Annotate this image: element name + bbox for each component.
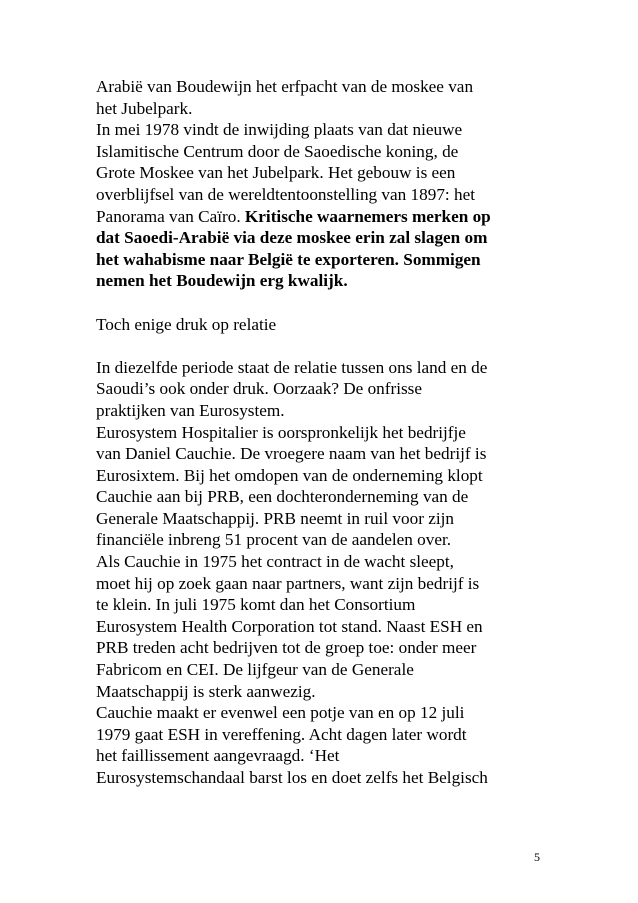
text-line: te klein. In juli 1975 komt dan het Consortium <box>96 595 416 615</box>
text-line <box>96 270 546 292</box>
text-line: Maatschappij is sterk aanwezig. <box>96 681 316 701</box>
text-line: Cauchie aan bij PRB, een dochteronderneming van de <box>96 487 469 507</box>
text-run: Arabië van Boudewijn het erfpacht van de moskee van <box>96 77 474 96</box>
text-line: Fabricom en CEI. De lijfgeur van de Generale <box>96 660 414 680</box>
text-line: In diezelfde periode staat de relatie tussen ons land en de <box>96 357 488 377</box>
paragraph-mosque <box>96 76 546 292</box>
bold-text-run: het wahabisme naar België te exporteren. Sommigen <box>96 249 481 269</box>
text-line: praktijken van Eurosystem. <box>96 400 285 420</box>
text-line: moet hij op zoek gaan naar partners, want zijn bedrijf is <box>96 573 480 593</box>
text-line: Saoudi’s ook onder druk. Oorzaak? De onfrisse <box>96 379 422 399</box>
text-run: Grote Moskee van het Jubelpark. Het gebouw is een <box>96 163 456 183</box>
text-line: Eurosixtem. Bij het omdopen van de onderneming klopt <box>96 465 483 485</box>
bold-text-run: dat Saoedi-Arabië via deze moskee erin zal slagen om <box>96 228 488 248</box>
text-run: Panorama van Caïro. <box>96 206 245 226</box>
text-run: In mei 1978 vindt de inwijding plaats van dat nieuwe <box>96 120 463 140</box>
text-line <box>96 141 546 163</box>
text-run: het Jubelpark. <box>96 98 193 118</box>
paragraph-spacer <box>96 335 546 357</box>
text-line: Eurosystem Health Corporation tot stand. Naast ESH en <box>96 616 483 636</box>
paragraph-spacer <box>96 292 546 314</box>
text-line <box>96 119 546 141</box>
text-line <box>96 76 546 98</box>
text-line: 1979 gaat ESH in vereffening. Acht dagen later wordt <box>96 724 467 744</box>
section-heading: Toch enige druk op relatie <box>96 314 277 334</box>
text-line: Generale Maatschappij. PRB neemt in ruil voor zijn <box>96 508 454 528</box>
text-line <box>96 206 546 228</box>
text-run: Islamitische Centrum door de Saoedische koning, de <box>96 141 459 161</box>
text-line <box>96 98 546 120</box>
text-line: Eurosystem Hospitalier is oorspronkelijk het bedrijfje <box>96 422 466 442</box>
paragraph-eurosystem <box>96 357 546 789</box>
bold-text-run: Kritische waarnemers merken op <box>244 206 491 226</box>
text-line: van Daniel Cauchie. De vroegere naam van het bedrijf is <box>96 444 487 464</box>
text-line: Eurosystemschandaal barst los en doet zelfs het Belgisch <box>96 768 488 787</box>
text-line: het faillissement aangevraagd. ‘Het <box>96 746 340 766</box>
text-line <box>96 184 546 206</box>
text-line: Cauchie maakt er evenwel een potje van en op 12 juli <box>96 703 465 723</box>
text-run: overblijfsel van de wereldtentoonstelling van 1897: het <box>96 184 475 204</box>
body-text <box>96 76 546 789</box>
text-line: Als Cauchie in 1975 het contract in de wacht sleept, <box>96 552 454 572</box>
page-number: 5 <box>534 850 540 864</box>
bold-text-run: nemen het Boudewijn erg kwalijk. <box>96 271 348 291</box>
text-line <box>96 162 546 184</box>
text-line <box>96 249 546 271</box>
text-line: PRB treden acht bedrijven tot de groep toe: onder meer <box>96 638 477 658</box>
text-line <box>96 227 546 249</box>
text-line: financiële inbreng 51 procent van de aandelen over. <box>96 530 452 550</box>
